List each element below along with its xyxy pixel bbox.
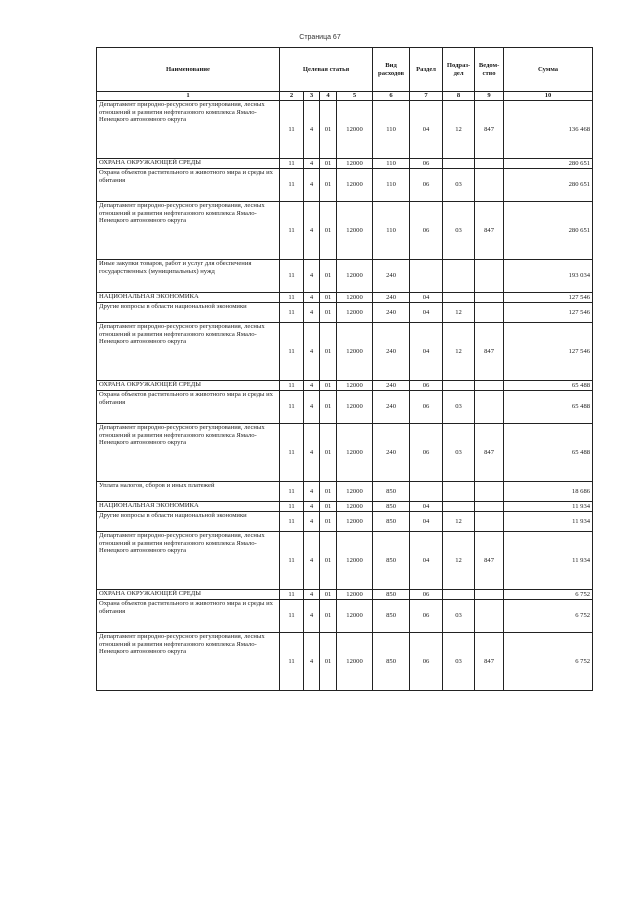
column-number: 1 — [97, 92, 280, 101]
target-article-part-4-cell: 12000 — [337, 482, 373, 502]
table-row — [97, 512, 593, 532]
expense-type-cell: 850 — [373, 600, 410, 633]
target-article-part-2-cell: 4 — [304, 260, 320, 293]
target-article-part-2-cell: 4 — [304, 633, 320, 691]
target-article-part-3-cell: 01 — [320, 512, 337, 532]
target-article-part-4-cell: 12000 — [337, 303, 373, 323]
sum-cell: 280 651 — [504, 159, 593, 169]
section-cell: 04 — [410, 502, 443, 512]
target-article-part-1-cell: 11 — [280, 590, 304, 600]
sum-cell: 11 934 — [504, 512, 593, 532]
sum-cell: 65 488 — [504, 381, 593, 391]
row-name-cell: Департамент природно-ресурсного регулирования, лесных отношений и развития нефтегазового комплекса Ямало-Ненецкого автономного округа — [97, 323, 280, 381]
subsection-cell: 12 — [443, 101, 475, 159]
section-cell: 06 — [410, 169, 443, 202]
sum-cell: 65 488 — [504, 424, 593, 482]
expense-type-cell: 240 — [373, 293, 410, 303]
department-cell — [475, 381, 504, 391]
subsection-cell: 12 — [443, 532, 475, 590]
row-name-cell: Охрана объектов растительного и животного мира и среды их обитания — [97, 391, 280, 424]
row-name-cell: ОХРАНА ОКРУЖАЮЩЕЙ СРЕДЫ — [97, 381, 280, 391]
column-number: 6 — [373, 92, 410, 101]
target-article-part-2-cell: 4 — [304, 391, 320, 424]
row-name-cell: Департамент природно-ресурсного регулирования, лесных отношений и развития нефтегазового комплекса Ямало-Ненецкого автономного округа — [97, 202, 280, 260]
target-article-part-3-cell: 01 — [320, 381, 337, 391]
row-name-cell: Охрана объектов растительного и животного мира и среды их обитания — [97, 169, 280, 202]
target-article-part-3-cell: 01 — [320, 293, 337, 303]
target-article-part-3-cell: 01 — [320, 260, 337, 293]
sum-cell: 6 752 — [504, 633, 593, 691]
target-article-part-3-cell: 01 — [320, 303, 337, 323]
target-article-part-1-cell: 11 — [280, 424, 304, 482]
target-article-part-2-cell: 4 — [304, 590, 320, 600]
column-number-row — [97, 92, 593, 101]
column-number: 4 — [320, 92, 337, 101]
target-article-part-2-cell: 4 — [304, 303, 320, 323]
target-article-part-1-cell: 11 — [280, 512, 304, 532]
target-article-part-1-cell: 11 — [280, 159, 304, 169]
target-article-part-3-cell: 01 — [320, 202, 337, 260]
target-article-part-3-cell: 01 — [320, 532, 337, 590]
section-cell: 04 — [410, 512, 443, 532]
department-cell — [475, 482, 504, 502]
sum-cell: 136 468 — [504, 101, 593, 159]
department-cell: 847 — [475, 532, 504, 590]
subsection-cell — [443, 159, 475, 169]
section-cell: 04 — [410, 303, 443, 323]
expense-type-cell: 110 — [373, 169, 410, 202]
target-article-part-3-cell: 01 — [320, 169, 337, 202]
header-name: Наименование — [97, 48, 280, 92]
section-cell: 06 — [410, 381, 443, 391]
target-article-part-2-cell: 4 — [304, 293, 320, 303]
department-cell: 847 — [475, 424, 504, 482]
target-article-part-3-cell: 01 — [320, 502, 337, 512]
row-name-cell: Уплата налогов, сборов и иных платежей — [97, 482, 280, 502]
row-name-cell: Охрана объектов растительного и животного мира и среды их обитания — [97, 600, 280, 633]
table-row — [97, 633, 593, 691]
table-row — [97, 502, 593, 512]
department-cell: 847 — [475, 633, 504, 691]
column-number: 10 — [504, 92, 593, 101]
target-article-part-4-cell: 12000 — [337, 293, 373, 303]
subsection-cell: 03 — [443, 202, 475, 260]
target-article-part-3-cell: 01 — [320, 600, 337, 633]
subsection-cell: 03 — [443, 600, 475, 633]
header-row — [97, 48, 593, 92]
target-article-part-3-cell: 01 — [320, 424, 337, 482]
target-article-part-2-cell: 4 — [304, 424, 320, 482]
target-article-part-1-cell: 11 — [280, 482, 304, 502]
target-article-part-2-cell: 4 — [304, 202, 320, 260]
target-article-part-1-cell: 11 — [280, 600, 304, 633]
table-row — [97, 590, 593, 600]
target-article-part-4-cell: 12000 — [337, 532, 373, 590]
target-article-part-2-cell: 4 — [304, 502, 320, 512]
department-cell — [475, 512, 504, 532]
target-article-part-1-cell: 11 — [280, 169, 304, 202]
row-name-cell: Иные закупки товаров, работ и услуг для обеспечения государственных (муниципальных) нужд — [97, 260, 280, 293]
target-article-part-2-cell: 4 — [304, 600, 320, 633]
section-cell: 06 — [410, 633, 443, 691]
column-number: 7 — [410, 92, 443, 101]
table-row — [97, 169, 593, 202]
target-article-part-4-cell: 12000 — [337, 260, 373, 293]
department-cell: 847 — [475, 202, 504, 260]
row-name-cell: НАЦИОНАЛЬНАЯ ЭКОНОМИКА — [97, 293, 280, 303]
subsection-cell: 12 — [443, 512, 475, 532]
target-article-part-4-cell: 12000 — [337, 424, 373, 482]
subsection-cell: 03 — [443, 391, 475, 424]
target-article-part-2-cell: 4 — [304, 512, 320, 532]
department-cell: 847 — [475, 323, 504, 381]
target-article-part-4-cell: 12000 — [337, 101, 373, 159]
expense-type-cell: 240 — [373, 323, 410, 381]
column-number: 3 — [304, 92, 320, 101]
table-row — [97, 391, 593, 424]
target-article-part-1-cell: 11 — [280, 323, 304, 381]
table-row — [97, 600, 593, 633]
target-article-part-3-cell: 01 — [320, 323, 337, 381]
sum-cell: 6 752 — [504, 600, 593, 633]
header-expense-type: Вид расходов — [373, 48, 410, 92]
department-cell — [475, 260, 504, 293]
section-cell — [410, 482, 443, 502]
department-cell — [475, 391, 504, 424]
header-sum: Сумма — [504, 48, 593, 92]
sum-cell: 127 546 — [504, 293, 593, 303]
department-cell — [475, 169, 504, 202]
sum-cell: 127 546 — [504, 303, 593, 323]
sum-cell: 11 934 — [504, 532, 593, 590]
expense-type-cell: 850 — [373, 532, 410, 590]
department-cell — [475, 502, 504, 512]
sum-cell: 18 686 — [504, 482, 593, 502]
target-article-part-4-cell: 12000 — [337, 590, 373, 600]
sum-cell: 280 651 — [504, 202, 593, 260]
row-name-cell: Департамент природно-ресурсного регулирования, лесных отношений и развития нефтегазового комплекса Ямало-Ненецкого автономного округа — [97, 532, 280, 590]
subsection-cell — [443, 482, 475, 502]
section-cell: 04 — [410, 293, 443, 303]
table-row — [97, 293, 593, 303]
row-name-cell: Департамент природно-ресурсного регулирования, лесных отношений и развития нефтегазового комплекса Ямало-Ненецкого автономного округа — [97, 633, 280, 691]
row-name-cell: Департамент природно-ресурсного регулирования, лесных отношений и развития нефтегазового комплекса Ямало-Ненецкого автономного округа — [97, 101, 280, 159]
department-cell — [475, 293, 504, 303]
target-article-part-4-cell: 12000 — [337, 381, 373, 391]
section-cell: 06 — [410, 202, 443, 260]
target-article-part-1-cell: 11 — [280, 502, 304, 512]
subsection-cell — [443, 293, 475, 303]
target-article-part-1-cell: 11 — [280, 303, 304, 323]
target-article-part-1-cell: 11 — [280, 202, 304, 260]
target-article-part-3-cell: 01 — [320, 590, 337, 600]
subsection-cell: 12 — [443, 323, 475, 381]
expense-type-cell: 850 — [373, 590, 410, 600]
target-article-part-1-cell: 11 — [280, 633, 304, 691]
target-article-part-3-cell: 01 — [320, 633, 337, 691]
table-row — [97, 260, 593, 293]
target-article-part-1-cell: 11 — [280, 293, 304, 303]
sum-cell: 280 651 — [504, 169, 593, 202]
subsection-cell: 03 — [443, 633, 475, 691]
column-number: 9 — [475, 92, 504, 101]
expense-type-cell: 850 — [373, 633, 410, 691]
section-cell: 06 — [410, 600, 443, 633]
table-body — [97, 101, 593, 691]
target-article-part-4-cell: 12000 — [337, 202, 373, 260]
row-name-cell: ОХРАНА ОКРУЖАЮЩЕЙ СРЕДЫ — [97, 590, 280, 600]
sum-cell: 11 934 — [504, 502, 593, 512]
target-article-part-4-cell: 12000 — [337, 600, 373, 633]
target-article-part-2-cell: 4 — [304, 323, 320, 381]
column-number: 2 — [280, 92, 304, 101]
row-name-cell: Департамент природно-ресурсного регулирования, лесных отношений и развития нефтегазового комплекса Ямало-Ненецкого автономного округа — [97, 424, 280, 482]
target-article-part-4-cell: 12000 — [337, 391, 373, 424]
expense-type-cell: 850 — [373, 512, 410, 532]
column-number: 8 — [443, 92, 475, 101]
target-article-part-2-cell: 4 — [304, 482, 320, 502]
subsection-cell — [443, 381, 475, 391]
section-cell: 06 — [410, 159, 443, 169]
row-name-cell: ОХРАНА ОКРУЖАЮЩЕЙ СРЕДЫ — [97, 159, 280, 169]
department-cell: 847 — [475, 101, 504, 159]
expense-type-cell: 850 — [373, 482, 410, 502]
table-row — [97, 159, 593, 169]
target-article-part-1-cell: 11 — [280, 260, 304, 293]
expense-type-cell: 240 — [373, 381, 410, 391]
expense-type-cell: 240 — [373, 303, 410, 323]
target-article-part-2-cell: 4 — [304, 381, 320, 391]
expense-type-cell: 110 — [373, 202, 410, 260]
expense-type-cell: 110 — [373, 101, 410, 159]
target-article-part-4-cell: 12000 — [337, 502, 373, 512]
department-cell — [475, 159, 504, 169]
section-cell — [410, 260, 443, 293]
header-target-article: Целевая статья — [280, 48, 373, 92]
table-row — [97, 323, 593, 381]
table-row — [97, 101, 593, 159]
table-row — [97, 303, 593, 323]
expense-type-cell: 240 — [373, 391, 410, 424]
target-article-part-1-cell: 11 — [280, 381, 304, 391]
sum-cell: 193 034 — [504, 260, 593, 293]
sum-cell: 127 546 — [504, 323, 593, 381]
target-article-part-3-cell: 01 — [320, 159, 337, 169]
target-article-part-2-cell: 4 — [304, 101, 320, 159]
section-cell: 06 — [410, 590, 443, 600]
target-article-part-1-cell: 11 — [280, 101, 304, 159]
header-section: Раздел — [410, 48, 443, 92]
table-row — [97, 202, 593, 260]
target-article-part-4-cell: 12000 — [337, 169, 373, 202]
row-name-cell: Другие вопросы в области национальной экономики — [97, 512, 280, 532]
expense-type-cell: 240 — [373, 260, 410, 293]
target-article-part-4-cell: 12000 — [337, 323, 373, 381]
target-article-part-2-cell: 4 — [304, 159, 320, 169]
expense-type-cell: 850 — [373, 502, 410, 512]
header-subsection: Подраз-дел — [443, 48, 475, 92]
table-row — [97, 424, 593, 482]
department-cell — [475, 600, 504, 633]
section-cell: 04 — [410, 101, 443, 159]
subsection-cell — [443, 502, 475, 512]
department-cell — [475, 303, 504, 323]
subsection-cell — [443, 260, 475, 293]
target-article-part-1-cell: 11 — [280, 391, 304, 424]
section-cell: 06 — [410, 424, 443, 482]
row-name-cell: Другие вопросы в области национальной экономики — [97, 303, 280, 323]
department-cell — [475, 590, 504, 600]
subsection-cell — [443, 590, 475, 600]
target-article-part-3-cell: 01 — [320, 101, 337, 159]
budget-table — [96, 47, 593, 691]
target-article-part-4-cell: 12000 — [337, 159, 373, 169]
target-article-part-2-cell: 4 — [304, 532, 320, 590]
section-cell: 04 — [410, 532, 443, 590]
section-cell: 04 — [410, 323, 443, 381]
expense-type-cell: 110 — [373, 159, 410, 169]
subsection-cell: 12 — [443, 303, 475, 323]
target-article-part-3-cell: 01 — [320, 482, 337, 502]
target-article-part-4-cell: 12000 — [337, 512, 373, 532]
target-article-part-4-cell: 12000 — [337, 633, 373, 691]
page-number-label: Страница 67 — [299, 34, 341, 41]
expense-type-cell: 240 — [373, 424, 410, 482]
sum-cell: 65 488 — [504, 391, 593, 424]
row-name-cell: НАЦИОНАЛЬНАЯ ЭКОНОМИКА — [97, 502, 280, 512]
subsection-cell: 03 — [443, 424, 475, 482]
header-department: Ведом-ство — [475, 48, 504, 92]
table-row — [97, 381, 593, 391]
sum-cell: 6 752 — [504, 590, 593, 600]
column-number: 5 — [337, 92, 373, 101]
target-article-part-1-cell: 11 — [280, 532, 304, 590]
subsection-cell: 03 — [443, 169, 475, 202]
target-article-part-2-cell: 4 — [304, 169, 320, 202]
table-row — [97, 532, 593, 590]
target-article-part-3-cell: 01 — [320, 391, 337, 424]
table-row — [97, 482, 593, 502]
section-cell: 06 — [410, 391, 443, 424]
